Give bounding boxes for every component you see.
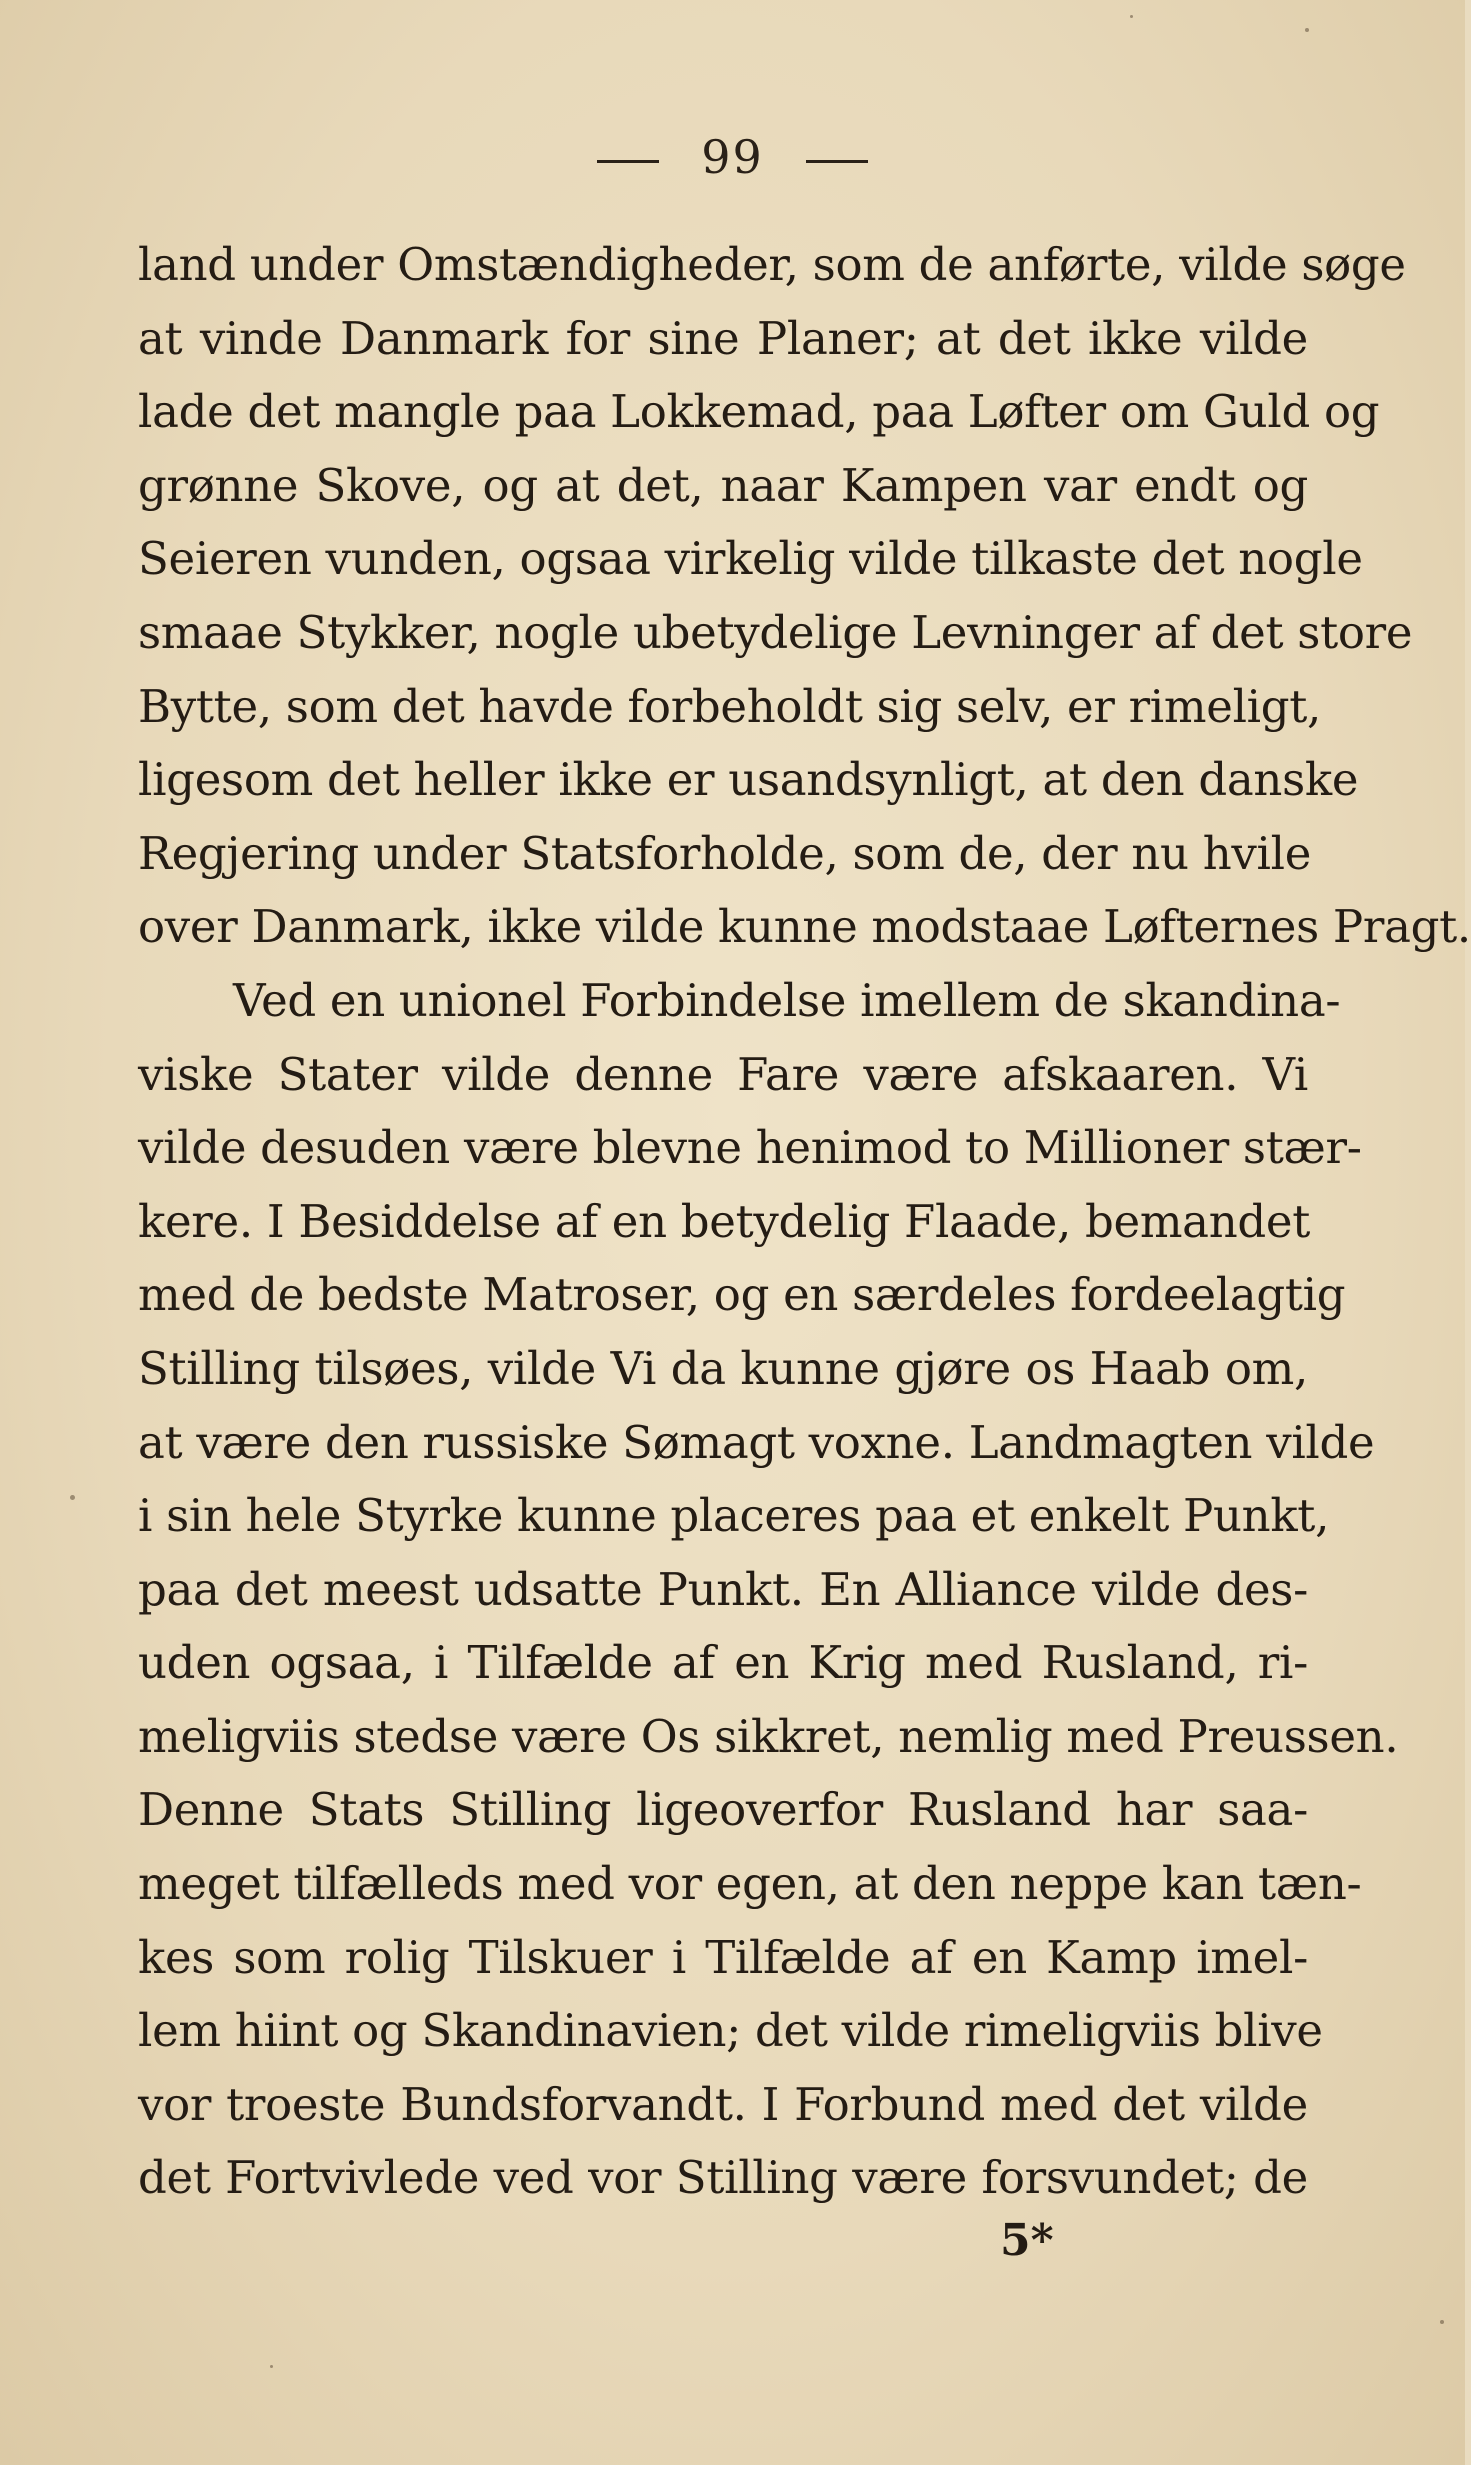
text-line: grønne Skove, og at det, naar Kampen var endt og [138,458,1308,512]
text-line: vilde desuden være blevne henimod to Millioner stær- [138,1121,1362,1175]
text-line: det Fortvivlede ved vor Stilling være forsvundet; de [138,2151,1308,2205]
text-line: meget tilfælleds med vor egen, at den neppe kan tæn- [138,1857,1362,1911]
text-line: med de bedste Matroser, og en særdeles fordeelagtig [138,1268,1346,1322]
page-header [0,130,1465,184]
text-line: i sin hele Styrke kunne placeres paa et enkelt Punkt, [138,1489,1330,1543]
text-line: lade det mangle paa Lokkemad, paa Løfter om Guld og [138,385,1380,439]
text-line: ligesom det heller ikke er usandsynligt, at den danske [138,753,1359,807]
text-line: meligviis stedse være Os sikkret, nemlig med Preussen. [138,1709,1399,1763]
page-number: 99 [701,130,764,184]
text-line: viske Stater vilde denne Fare være afskaaren. Vi [138,1047,1308,1101]
text-line: Ved en unionel Forbindelse imellem de skandina- [233,973,1341,1027]
text-line: kere. I Besiddelse af en betydelig Flaade, bemandet [138,1194,1311,1248]
text-line: Regjering under Statsforholde, som de, der nu hvile [138,826,1312,880]
paper-speck [70,1495,75,1500]
paper-speck [1305,28,1309,32]
text-line: land under Omstændigheder, som de anførte, vilde søge [138,238,1406,291]
text-line: over Danmark, ikke vilde kunne modstaae Løfternes Pragt. [138,900,1471,954]
text-line: smaae Stykker, nogle ubetydelige Levninger af det store [138,605,1413,659]
text-line: Seieren vunden, ogsaa virkelig vilde tilkaste det nogle [138,532,1363,586]
paper-speck [1440,2320,1444,2324]
text-line: at vinde Danmark for sine Planer; at det ikke vilde [138,311,1308,365]
text-line: paa det meest udsatte Punkt. En Alliance vilde des- [138,1562,1308,1616]
signature-mark: 5* [1000,2215,1054,2266]
text-line: vor troeste Bundsforvandt. I Forbund med det vilde [138,2077,1308,2131]
text-line: kes som rolig Tilskuer i Tilfælde af en Kamp imel- [138,1930,1308,1984]
text-line: Bytte, som det havde forbeholdt sig selv, er rimeligt, [138,679,1322,733]
text-line: Stilling tilsøes, vilde Vi da kunne gjøre os Haab om, [138,1341,1308,1395]
text-line: uden ogsaa, i Tilfælde af en Krig med Rusland, ri- [138,1636,1308,1690]
header-dash-right [806,160,868,163]
text-line: at være den russiske Sømagt voxne. Landmagten vilde [138,1415,1375,1469]
text-line: Denne Stats Stilling ligeoverfor Rusland har saa- [138,1783,1308,1837]
header-dash-left [597,160,659,163]
body-text [138,228,1471,2215]
text-line: lem hiint og Skandinavien; det vilde rimeligviis blive [138,2004,1323,2058]
paper-speck [270,2365,273,2368]
paper-speck [1130,15,1133,18]
